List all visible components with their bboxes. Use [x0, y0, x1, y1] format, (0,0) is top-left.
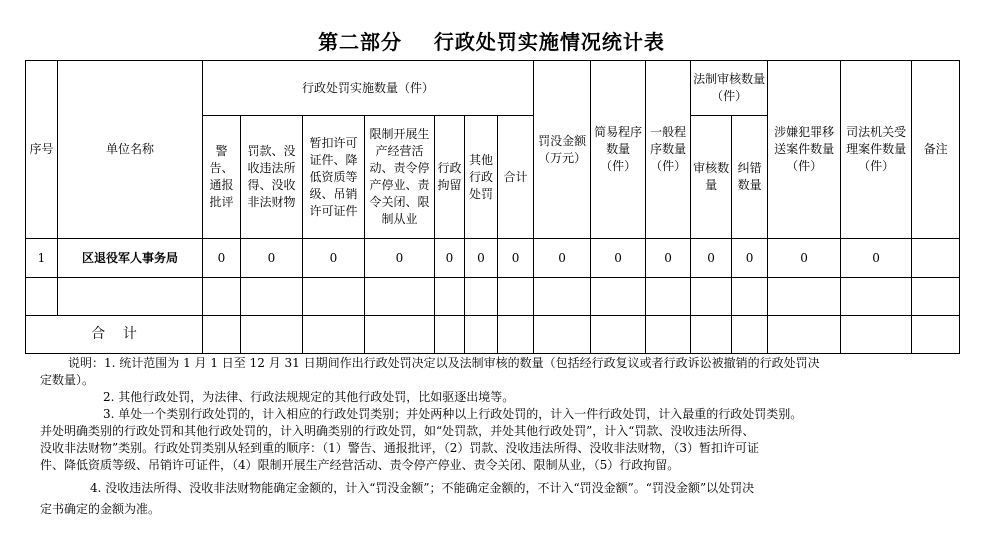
header-fine: 罚款、没收违法所得、没收非法财物 [241, 116, 303, 239]
note-1-cont: 定数量）。 [40, 373, 95, 387]
cell-restrict: 0 [365, 239, 435, 278]
cell-detain: 0 [435, 239, 465, 278]
note-3-cont-3: 件、降低资质等级、吊销许可证件，（4）限制开展生产经营活动、责令停产停业、责令关闭、限制从业，（5）行政拘留。 [40, 458, 680, 472]
header-judicial: 司法机关受理案件数量（件） [841, 61, 912, 239]
cell-general: 0 [646, 239, 691, 278]
cell-other: 0 [465, 239, 498, 278]
note-4-cont: 定书确定的金额为准。 [40, 502, 161, 516]
page-title: 第二部分 行政处罚实施情况统计表 [318, 30, 665, 54]
note-2: 2. 其他行政处罚，为法律、行政法规规定的其他行政处罚，比如驱逐出境等。 [103, 390, 515, 404]
header-other: 其他行政处罚 [465, 116, 498, 239]
note-1: 说明：1. 统计范围为 1 月 1 日至 12 月 31 日期间作出行政处罚决定以及法制审核的数量（包括经行政复议或者行政诉讼被撤销的行政处罚决 [68, 356, 820, 370]
note-3-cont-1: 并处明确类别的行政处罚和其他行政处罚的，计入明确类别的行政处罚，如“处罚款，并处其他行政处罚”，计入“罚款、没收违法所得、 [40, 424, 755, 438]
header-seq: 序号 [26, 61, 58, 239]
header-fine-amount: 罚没金额（万元） [534, 61, 591, 239]
cell-review: 0 [691, 239, 732, 278]
header-subtotal: 合计 [498, 116, 534, 239]
note-4: 4. 没收违法所得、没收非法财物能确定金额的，计入“罚没金额”；不能确定金额的，不计入“罚没金额”。“罚没金额”以处罚决 [90, 481, 755, 495]
header-restrict: 限制开展生产经营活动、责令停产停业、责令关闭、限制从业 [365, 116, 435, 239]
table-row-empty [26, 278, 960, 316]
row-unit-name: 区退役军人事务局 [58, 239, 203, 278]
header-impl-group: 行政处罚实施数量（件） [203, 61, 534, 116]
statistics-table [25, 60, 960, 354]
header-correct: 纠错数量 [732, 116, 768, 239]
cell-warning: 0 [203, 239, 241, 278]
cell-fine: 0 [241, 239, 303, 278]
header-remark: 备注 [912, 61, 960, 239]
header-review: 审核数量 [691, 116, 732, 239]
cell-transfer: 0 [768, 239, 841, 278]
header-detain: 行政拘留 [435, 116, 465, 239]
cell-fine-amount: 0 [534, 239, 591, 278]
row-seq: 1 [26, 239, 58, 278]
header-simple: 简易程序数量（件） [591, 61, 646, 239]
note-3: 3. 单处一个类别行政处罚的，计入相应的行政处罚类别；并处两种以上行政处罚的，计入一件行政处罚，计入最重的行政处罚类别。 [103, 407, 803, 421]
header-transfer: 涉嫌犯罪移送案件数量（件） [768, 61, 841, 239]
notes [40, 355, 948, 518]
cell-suspend: 0 [303, 239, 365, 278]
total-label: 合 计 [26, 316, 203, 354]
cell-remark [912, 239, 960, 278]
header-general: 一般程序数量（件） [646, 61, 691, 239]
table-row-total [26, 316, 960, 354]
header-legal-group: 法制审核数量（件） [691, 61, 768, 116]
header-suspend: 暂扣许可证件、降低资质等级、吊销许可证件 [303, 116, 365, 239]
cell-correct: 0 [732, 239, 768, 278]
table-row [26, 239, 960, 278]
cell-simple: 0 [591, 239, 646, 278]
cell-subtotal: 0 [498, 239, 534, 278]
header-warning: 警告、通报批评 [203, 116, 241, 239]
cell-judicial: 0 [841, 239, 912, 278]
note-3-cont-2: 没收非法财物”类别。行政处罚类别从轻到重的顺序：（1）警告、通报批评，（2）罚款、没收违法所得、没收非法财物，（3）暂扣许可证 [40, 441, 760, 455]
header-unit-name: 单位名称 [58, 61, 203, 239]
